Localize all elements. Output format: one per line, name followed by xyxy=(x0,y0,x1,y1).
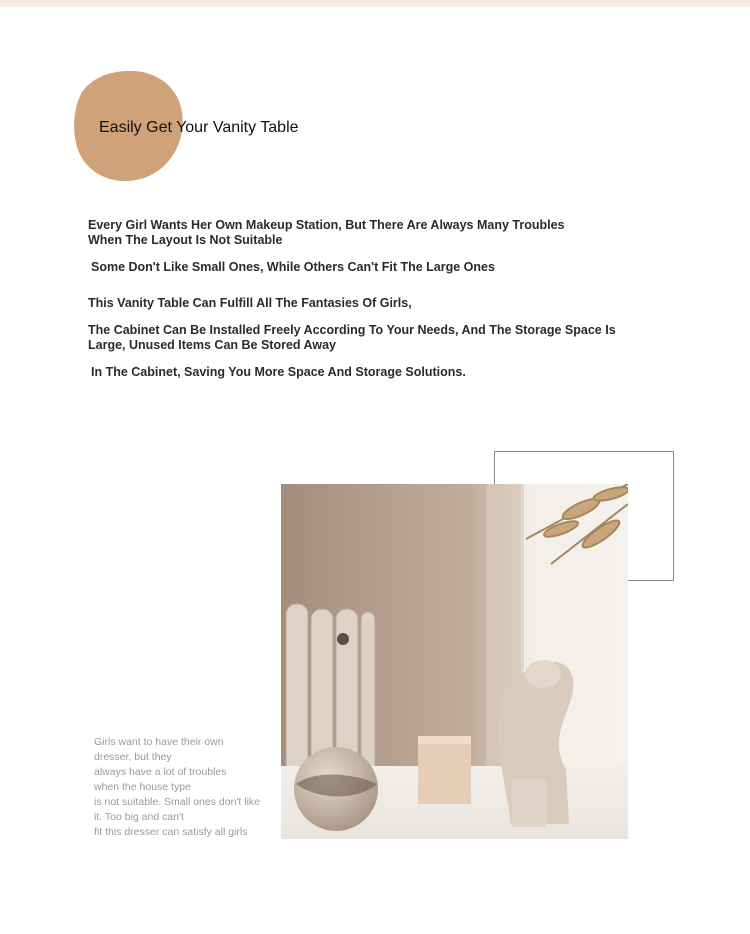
photo-caption xyxy=(94,735,280,840)
caption-line: Girls want to have their own xyxy=(94,736,224,748)
size-paragraph: Some Don't Like Small Ones, While Others Can't Fit The Large Ones xyxy=(91,260,495,274)
caption-line: when the house type xyxy=(94,781,191,793)
page-title: Easily Get Your Vanity Table xyxy=(99,119,299,136)
product-photo xyxy=(281,484,628,839)
caption-line: dresser, but they xyxy=(94,751,172,763)
top-strip xyxy=(0,0,750,7)
caption-line: it. Too big and can't xyxy=(94,811,184,823)
caption-line: always have a lot of troubles xyxy=(94,766,227,778)
caption-line: fit this dresser can satisfy all girls xyxy=(94,826,248,838)
storage-paragraph: In The Cabinet, Saving You More Space And Storage Solutions. xyxy=(91,365,466,379)
intro-paragraph: Every Girl Wants Her Own Makeup Station, But There Are Always Many Troubles When The Layout Is Not Suitable xyxy=(88,218,565,247)
fantasy-paragraph: This Vanity Table Can Fulfill All The Fantasies Of Girls, xyxy=(88,296,412,310)
cabinet-paragraph: The Cabinet Can Be Installed Freely According To Your Needs, And The Storage Space Is Large, Unused Items Can Be Stored Away xyxy=(88,323,616,352)
caption-line: is not suitable. Small ones don't like xyxy=(94,796,261,808)
